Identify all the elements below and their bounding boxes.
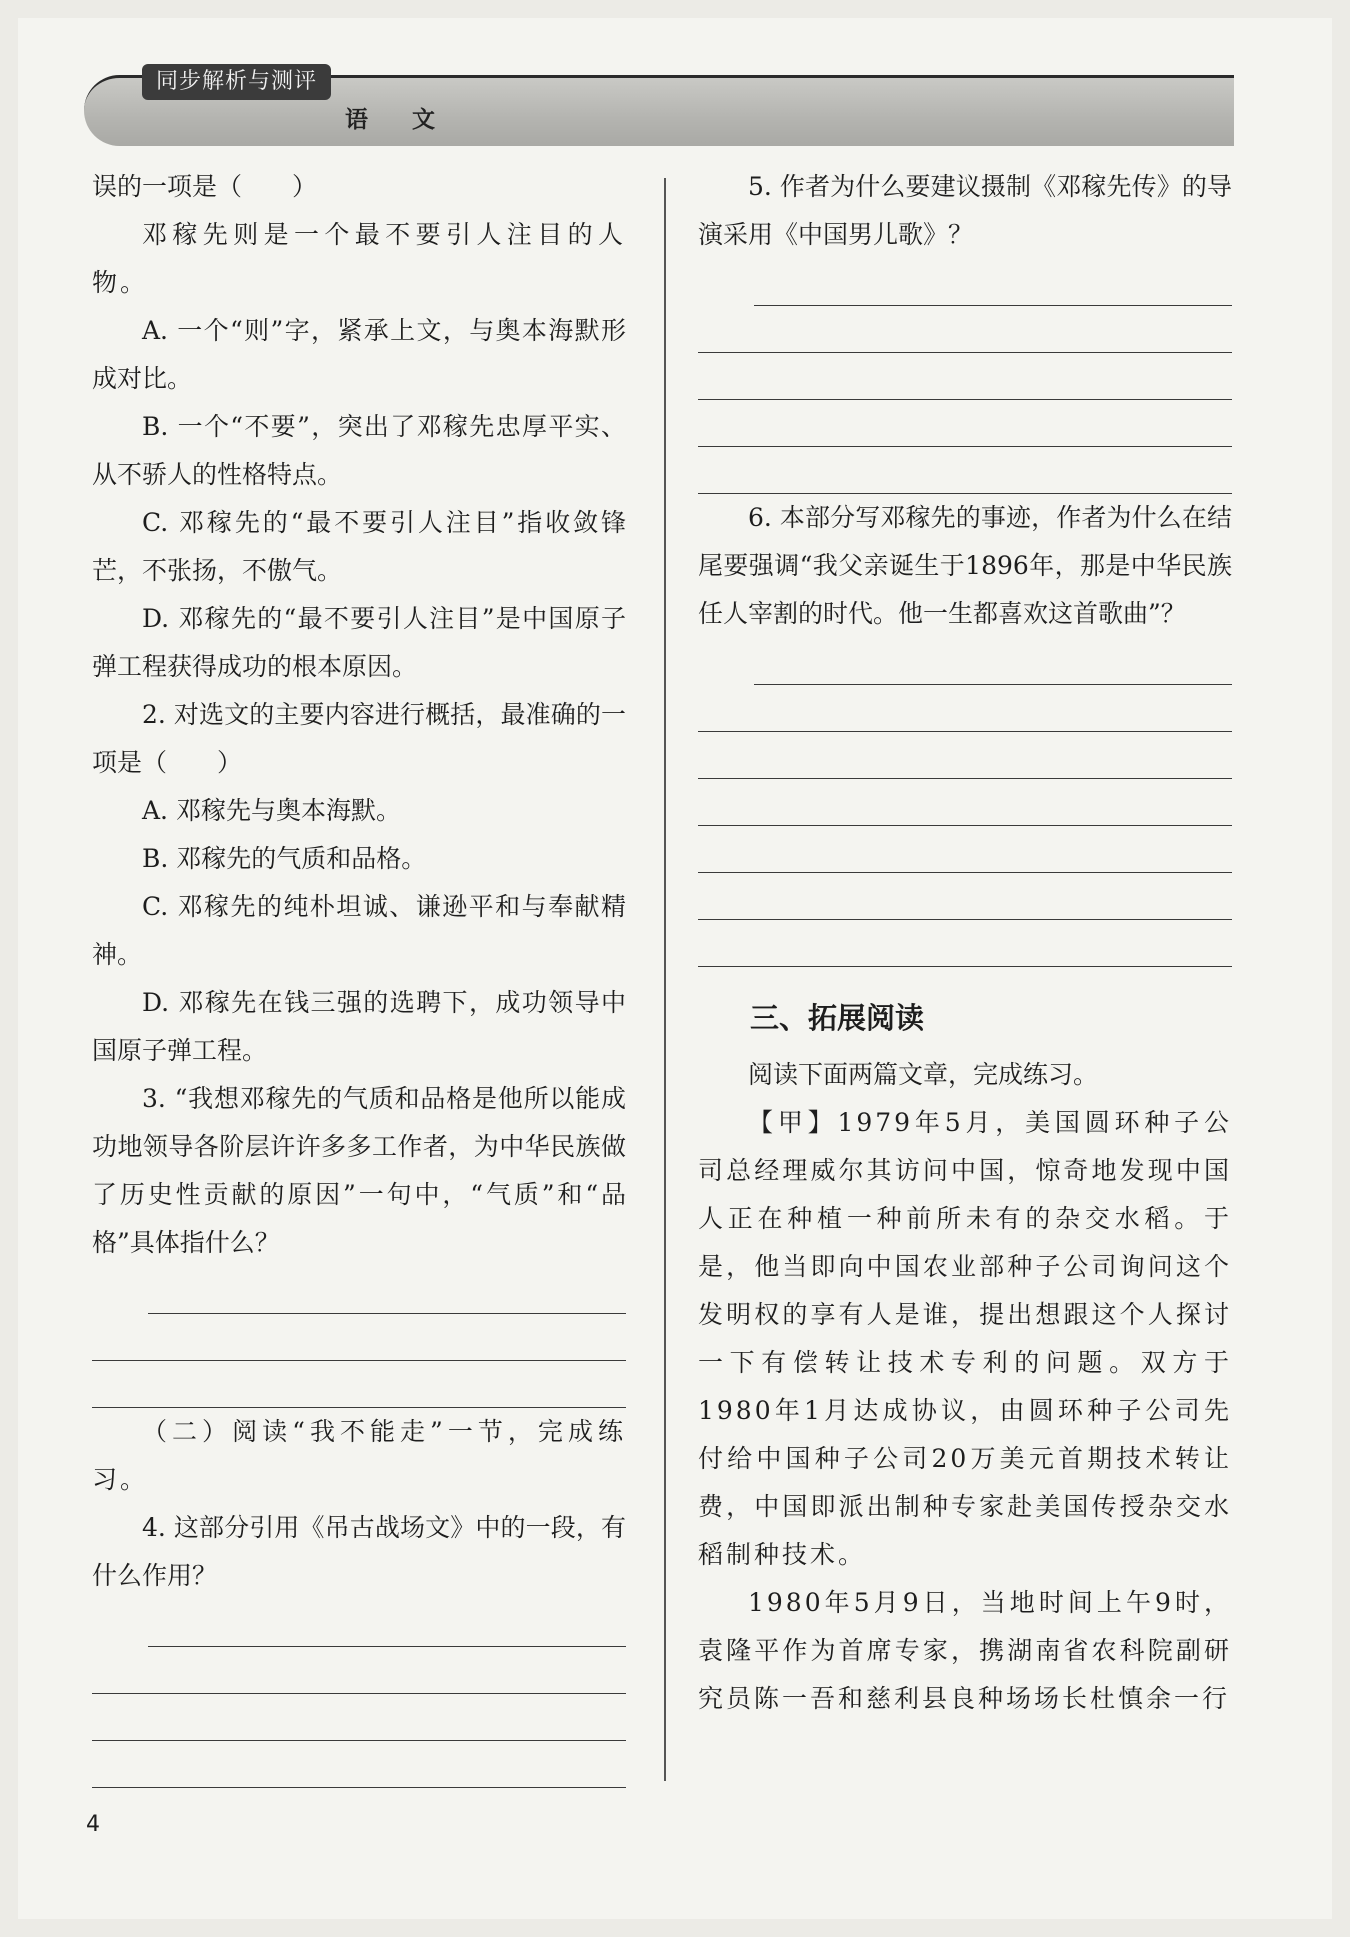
passage-jia-continued: 1980年5月9日，当地时间上午9时，袁隆平作为首席专家，携湖南省农科院副研究员陈一吾和慈利县良种场场长杜慎余一行 <box>698 1588 1232 1713</box>
left-column <box>92 163 626 1788</box>
q6-answer-line[interactable] <box>698 779 1232 826</box>
q3-answer-line[interactable] <box>92 1361 626 1408</box>
q4-answer-line[interactable] <box>92 1741 626 1788</box>
page-number: 4 <box>86 1812 100 1837</box>
q2-option-c: C. 邓稼先的纯朴坦诚、谦逊平和与奉献精神。 <box>92 892 626 969</box>
q1-option-a: A. 一个“则”字，紧承上文，与奥本海默形成对比。 <box>92 316 626 393</box>
header-book-title: 同步解析与测评 <box>142 64 331 100</box>
q1-option-c: C. 邓稼先的“最不要引人注目”指收敛锋芒，不张扬，不傲气。 <box>92 508 626 585</box>
section-heading: 三、拓展阅读 <box>750 1001 925 1035</box>
reading-instruction: 阅读下面两篇文章，完成练习。 <box>748 1060 1099 1089</box>
q2-stem: 2. 对选文的主要内容进行概括，最准确的一项是（ ） <box>92 700 626 777</box>
q6-answer-line[interactable] <box>698 685 1232 732</box>
q3-stem: 3. “我想邓稼先的气质和品格是他所以能成功地领导各阶层许许多多工作者，为中华民族做了历史性贡献的原因”一句中，“气质”和“品格”具体指什么？ <box>92 1084 626 1257</box>
q3-answer-line[interactable] <box>92 1314 626 1361</box>
q5-answer-line[interactable] <box>698 447 1232 494</box>
q6-answer-line[interactable] <box>698 873 1232 920</box>
q5-stem: 5. 作者为什么要建议摄制《邓稼先传》的导演采用《中国男儿歌》？ <box>698 172 1232 249</box>
q4-answer-line[interactable] <box>148 1600 626 1647</box>
q6-answer-line[interactable] <box>754 638 1232 685</box>
q4-answer-line[interactable] <box>92 1694 626 1741</box>
q5-answer-line[interactable] <box>754 259 1232 306</box>
q1-option-b: B. 一个“不要”，突出了邓稼先忠厚平实、从不骄人的性格特点。 <box>92 412 626 489</box>
q5-answer-line[interactable] <box>698 353 1232 400</box>
q6-stem: 6. 本部分写邓稼先的事迹，作者为什么在结尾要强调“我父亲诞生于1896年，那是中华民族任人宰割的时代。他一生都喜欢这首歌曲”？ <box>698 503 1232 628</box>
q4-answer-line[interactable] <box>92 1647 626 1694</box>
column-divider <box>664 178 666 1781</box>
q2-option-d: D. 邓稼先在钱三强的选聘下，成功领导中国原子弹工程。 <box>92 988 626 1065</box>
q2-option-b: B. 邓稼先的气质和品格。 <box>142 844 427 873</box>
q2-option-a: A. 邓稼先与奥本海默。 <box>142 796 401 825</box>
q5-answer-line[interactable] <box>698 400 1232 447</box>
part2-intro: （二）阅读“我不能走”一节，完成练习。 <box>92 1417 626 1494</box>
q5-answer-line[interactable] <box>698 306 1232 353</box>
q6-answer-line[interactable] <box>698 826 1232 873</box>
header-subject: 语 文 <box>345 107 454 133</box>
q4-stem: 4. 这部分引用《吊古战场文》中的一段，有什么作用？ <box>92 1513 626 1590</box>
q1-option-d: D. 邓稼先的“最不要引人注目”是中国原子弹工程获得成功的根本原因。 <box>92 604 626 681</box>
q6-answer-line[interactable] <box>698 920 1232 967</box>
q1-tail: 误的一项是（ ） <box>92 172 318 201</box>
passage-jia: 【甲】1979年5月，美国圆环种子公司总经理威尔其访问中国，惊奇地发现中国人正在种植一种前所未有的杂交水稻。于是，他当即向中国农业部种子公司询问这个发明权的享有人是谁，提出想跟这个人探讨一下有偿转让技术专利的问题。双方于1980年1月达成协议，由圆环种子公司先付给中国种子公司20万美元首期技术转让费，中国即派出制种专家赴美国传授杂交水稻制种技术。 <box>698 1108 1232 1569</box>
q1-quote: 邓稼先则是一个最不要引人注目的人物。 <box>92 220 626 297</box>
q3-answer-line[interactable] <box>148 1267 626 1314</box>
q6-answer-line[interactable] <box>698 732 1232 779</box>
right-column <box>698 163 1232 1723</box>
